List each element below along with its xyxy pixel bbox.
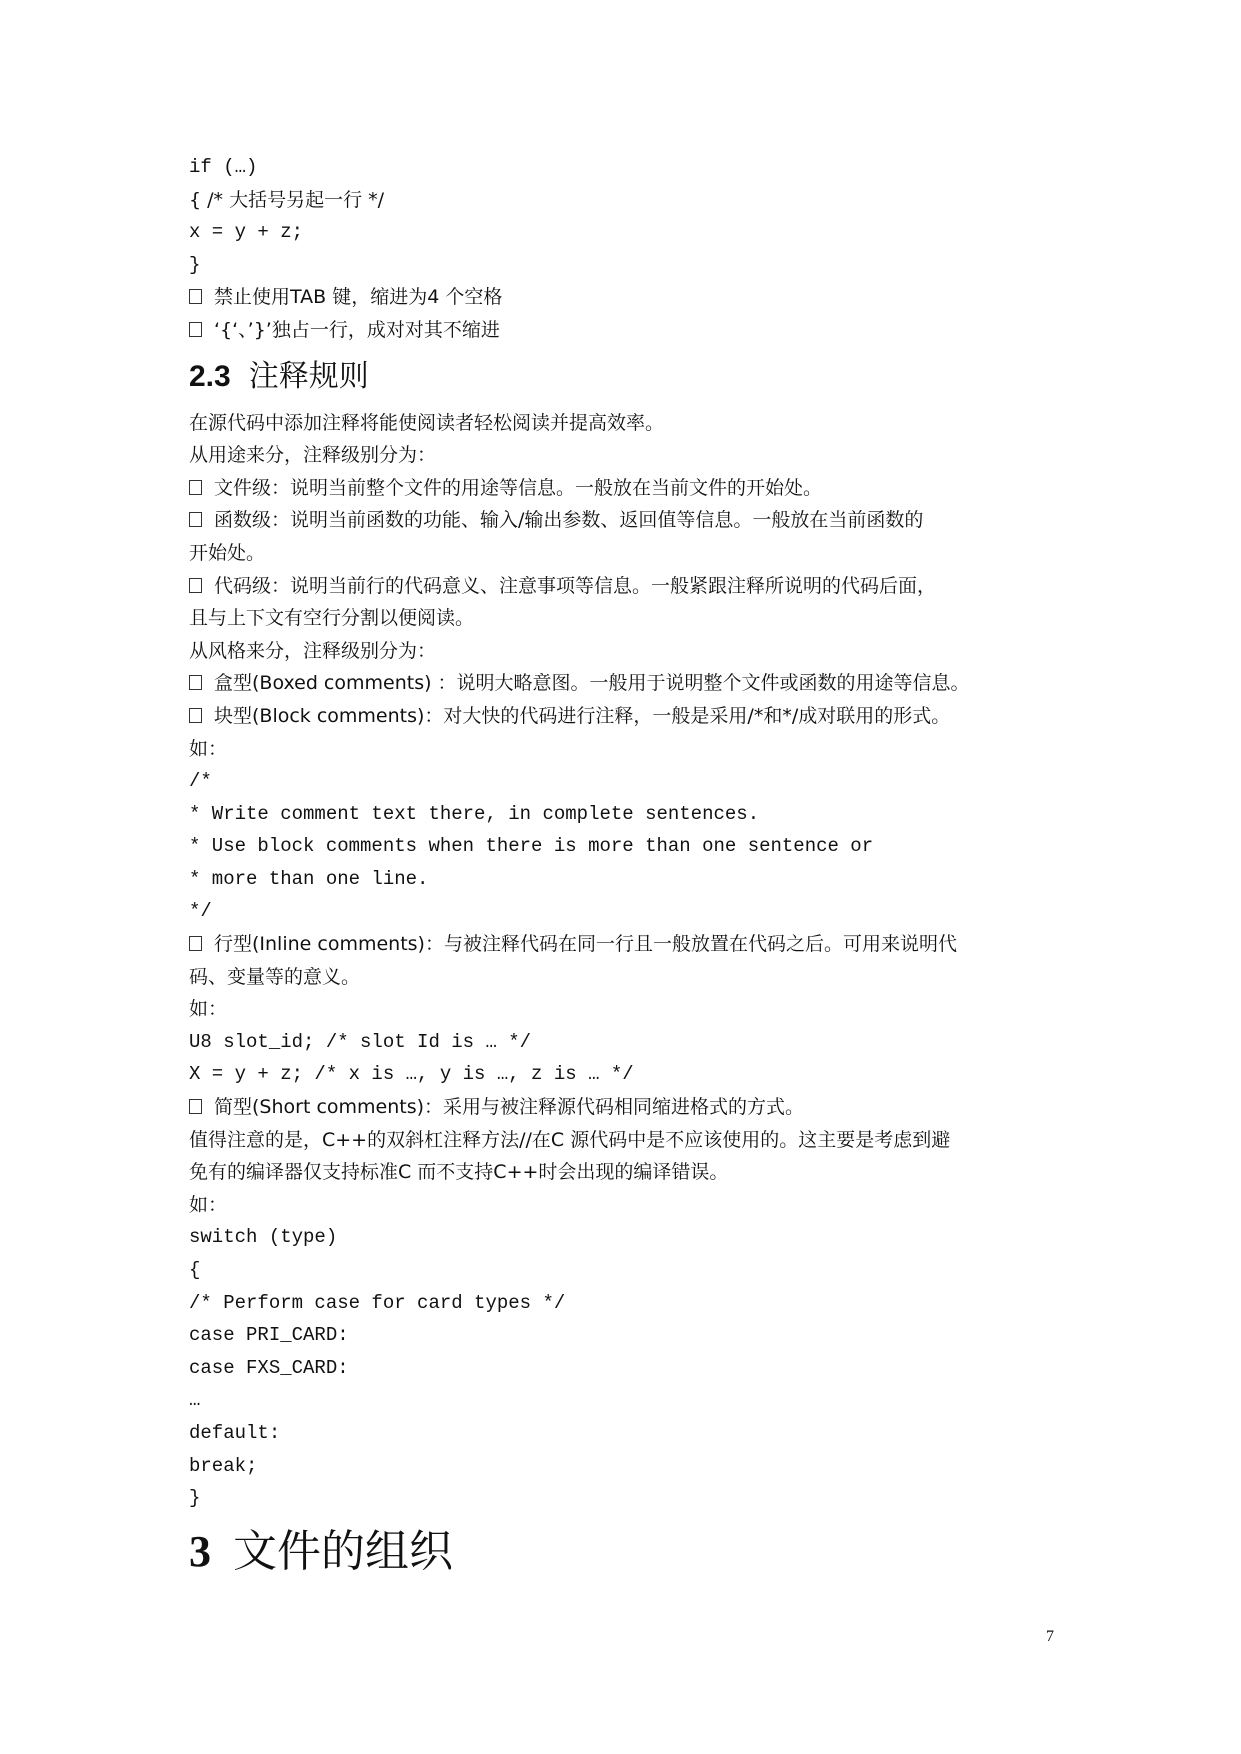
chapter-title: 文件的组织 [233,1525,453,1577]
code-line: * Use block comments when there is more than one sentence or [189,835,874,858]
code-line: } [189,1487,201,1510]
text-line: 免有的编译器仅支持标准C 而不支持C++时会出现的编译错误。 [189,1161,729,1184]
text-line: 码、变量等的意义。 [189,965,361,988]
chapter-heading [189,1519,1089,1585]
text-line: 在源代码中添加注释将能使阅读者轻松阅读并提高效率。 [189,411,665,434]
bullet-item: 代码级：说明当前行的代码意义、注意事项等信息。一般紧跟注释所说明的代码后面， [189,570,1089,603]
bullet-item: 块型(Block comments)：对大快的代码进行注释，一般是采用/*和*/成对联用的形式。 [189,700,1089,733]
section-body [189,407,1089,1515]
code-line: x = y + z; [189,221,304,244]
code-line: * Write comment text there, in complete sentences. [189,802,760,825]
code-line: X = y + z; /* x is …, y is …, z is … */ [189,1063,634,1086]
code-example-braces [189,151,1089,347]
code-line: U8 slot_id; /* slot Id is … */ [189,1030,532,1053]
section-heading [189,347,1089,407]
code-line: /* [189,770,212,793]
text-line: 如： [189,998,228,1021]
code-line: */ [189,900,212,923]
text-line: 开始处。 [189,541,266,564]
text-line: 值得注意的是，C++的双斜杠注释方法//在C 源代码中是不应该使用的。这主要是考虑到避 [189,1128,951,1151]
text-line: 从风格来分，注释级别分为： [189,639,437,662]
bullet-item: 禁止使用TAB 键，缩进为4 个空格 [189,281,1089,314]
document-body [189,151,1089,1585]
text-line: 且与上下文有空行分割以便阅读。 [189,607,475,630]
code-line: case PRI_CARD: [189,1324,349,1347]
code-line: } [189,253,201,276]
code-line: … [189,1389,201,1412]
code-line: if (…) [189,156,258,178]
code-line: { [189,1259,201,1281]
bullet-item: 行型(Inline comments)：与被注释代码在同一行且一般放置在代码之后。可用来说明代 [189,928,1089,961]
section-number: 2.3 [189,359,231,393]
text-line: 从用途来分，注释级别分为： [189,444,437,467]
text-line: 如： [189,737,228,760]
code-line: /* Perform case for card types */ [189,1291,566,1314]
bullet-item: 盒型(Boxed comments) ：说明大略意图。一般用于说明整个文件或函数的用途等信息。 [189,667,1089,700]
bullet-item: 文件级：说明当前整个文件的用途等信息。一般放在当前文件的开始处。 [189,472,1089,505]
code-line: * more than one line. [189,867,429,890]
code-line: case FXS_CARD: [189,1356,349,1379]
bullet-item: ‘{‘、’}’独占一行，成对对其不缩进 [189,314,1089,347]
section-title: 注释规则 [248,358,369,394]
code-line: switch (type) [189,1226,338,1249]
text-line: 如： [189,1193,228,1216]
bullet-item: 简型(Short comments)：采用与被注释源代码相同缩进格式的方式。 [189,1091,1089,1124]
chapter-number: 3 [189,1526,211,1576]
page-number: 7 [1046,1628,1054,1645]
text-line: { /* 大括号另起一行 */ [189,188,385,211]
code-line: break; [189,1454,258,1477]
bullet-item: 函数级：说明当前函数的功能、输入/输出参数、返回值等信息。一般放在当前函数的 [189,504,1089,537]
code-line: default: [189,1421,281,1444]
